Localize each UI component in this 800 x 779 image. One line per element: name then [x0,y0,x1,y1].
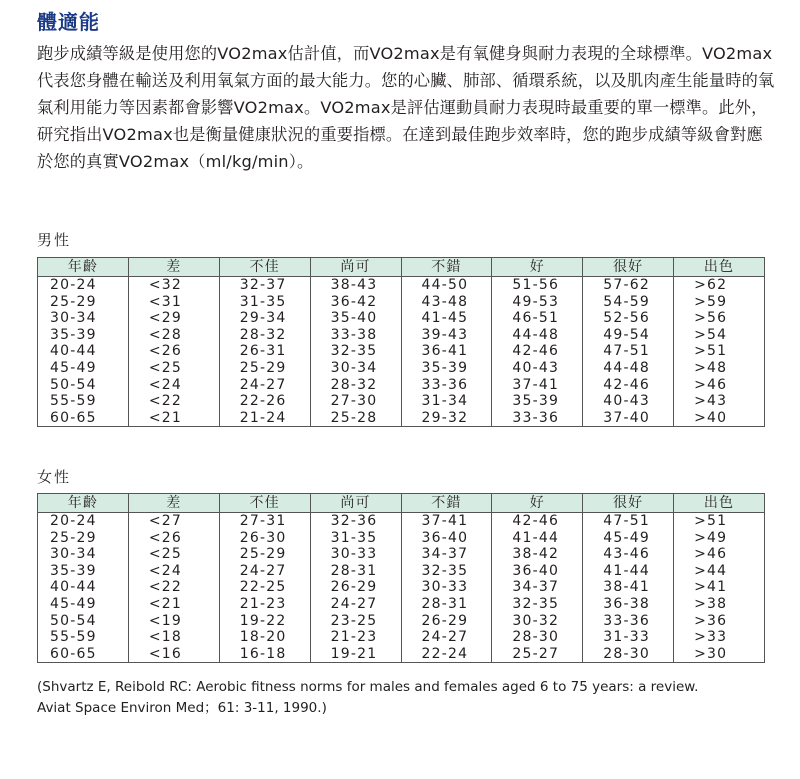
value-cell: <22 [128,393,219,410]
column-header: 不錯 [401,258,492,277]
value-cell: 35-39 [401,360,492,377]
column-header: 年齡 [38,258,129,277]
value-cell: >46 [674,377,765,394]
value-cell: 31-35 [310,530,401,547]
value-cell: 49-54 [583,327,674,344]
value-cell: 28-30 [492,629,583,646]
value-cell: >46 [674,546,765,563]
value-cell: 40-43 [583,393,674,410]
table-row [38,327,765,344]
value-cell: <32 [128,277,219,294]
table-row [38,596,765,613]
table-header-row [38,258,765,277]
value-cell: 25-27 [492,646,583,663]
value-cell: 31-33 [583,629,674,646]
male-vo2max-table [37,257,765,427]
column-header: 不佳 [219,258,310,277]
intro-paragraph [37,40,777,175]
value-cell: 19-21 [310,646,401,663]
value-cell: 41-45 [401,310,492,327]
value-cell: 35-39 [492,393,583,410]
table-row [38,277,765,294]
female-section-label: 女性 [37,468,72,486]
value-cell: 22-25 [219,579,310,596]
table-row [38,513,765,530]
value-cell: 47-51 [583,513,674,530]
value-cell: 36-38 [583,596,674,613]
table-row [38,563,765,580]
value-cell: 30-32 [492,613,583,630]
value-cell: >38 [674,596,765,613]
intro-text: 跑步成績等級是使用您的VO2max估計值，而VO2max是有氧健身與耐力表現的全球標準。VO2max代表您身體在輸送及利用氧氣方面的最大能力。您的心臟、肺部、循環系統，以及肌肉產生能量時的氧氣利用能力等因素都會影響VO2max。VO2max是評估運動員耐力表現時最重要的單一標準。此外，研究指出VO2max也是衡量健康狀況的重要指標。在達到最佳跑步效率時，您的跑步成績等級會對應於您的真實VO2max（ml/kg/min）。 [37,44,775,171]
value-cell: <29 [128,310,219,327]
value-cell: 43-48 [401,294,492,311]
value-cell: 42-46 [583,377,674,394]
value-cell: 24-27 [401,629,492,646]
value-cell: 32-35 [401,563,492,580]
column-header: 年齡 [38,494,129,513]
value-cell: 49-53 [492,294,583,311]
age-cell: 55-59 [38,393,129,410]
column-header: 很好 [583,258,674,277]
value-cell: 28-32 [219,327,310,344]
value-cell: <24 [128,563,219,580]
age-cell: 55-59 [38,629,129,646]
table-row [38,294,765,311]
value-cell: 32-37 [219,277,310,294]
age-cell: 20-24 [38,277,129,294]
value-cell: 22-24 [401,646,492,663]
value-cell: 37-41 [492,377,583,394]
value-cell: <25 [128,546,219,563]
citation-line-1: (Shvartz E, Reibold RC: Aerobic fitness norms for males and females aged 6 to 75 years: a review. [37,679,699,695]
column-header: 差 [128,258,219,277]
value-cell: >44 [674,563,765,580]
value-cell: 28-31 [310,563,401,580]
column-header: 很好 [583,494,674,513]
value-cell: 34-37 [492,579,583,596]
value-cell: 31-34 [401,393,492,410]
value-cell: <21 [128,410,219,427]
table-row [38,629,765,646]
value-cell: 47-51 [583,343,674,360]
table-row [38,393,765,410]
value-cell: 24-27 [310,596,401,613]
value-cell: 41-44 [583,563,674,580]
value-cell: 40-43 [492,360,583,377]
value-cell: 36-40 [492,563,583,580]
value-cell: 51-56 [492,277,583,294]
value-cell: 21-24 [219,410,310,427]
age-cell: 30-34 [38,546,129,563]
value-cell: 32-36 [310,513,401,530]
table-row [38,377,765,394]
value-cell: <18 [128,629,219,646]
value-cell: >30 [674,646,765,663]
value-cell: 39-43 [401,327,492,344]
value-cell: 27-30 [310,393,401,410]
age-cell: 30-34 [38,310,129,327]
column-header: 好 [492,258,583,277]
value-cell: 31-35 [219,294,310,311]
value-cell: <25 [128,360,219,377]
value-cell: <26 [128,530,219,547]
value-cell: 21-23 [219,596,310,613]
table-row [38,343,765,360]
value-cell: 36-42 [310,294,401,311]
table-header-row [38,494,765,513]
citation-line-2: Aviat Space Environ Med；61: 3-11, 1990.) [37,700,327,716]
value-cell: <26 [128,343,219,360]
column-header: 尚可 [310,258,401,277]
value-cell: 36-41 [401,343,492,360]
table-row [38,613,765,630]
value-cell: 44-48 [492,327,583,344]
value-cell: 57-62 [583,277,674,294]
male-section-label: 男性 [37,231,72,249]
value-cell: 46-51 [492,310,583,327]
value-cell: 21-23 [310,629,401,646]
table-row [38,579,765,596]
table-row [38,546,765,563]
value-cell: 42-46 [492,513,583,530]
value-cell: 26-31 [219,343,310,360]
value-cell: 38-42 [492,546,583,563]
table-row [38,646,765,663]
value-cell: <28 [128,327,219,344]
value-cell: >56 [674,310,765,327]
table-row [38,310,765,327]
age-cell: 50-54 [38,613,129,630]
value-cell: 44-48 [583,360,674,377]
column-header: 不佳 [219,494,310,513]
value-cell: 29-32 [401,410,492,427]
table-row [38,360,765,377]
value-cell: 54-59 [583,294,674,311]
value-cell: >41 [674,579,765,596]
value-cell: 29-34 [219,310,310,327]
table-row [38,530,765,547]
value-cell: 36-40 [401,530,492,547]
column-header: 尚可 [310,494,401,513]
value-cell: 52-56 [583,310,674,327]
value-cell: 45-49 [583,530,674,547]
value-cell: >49 [674,530,765,547]
value-cell: 42-46 [492,343,583,360]
value-cell: >62 [674,277,765,294]
value-cell: <31 [128,294,219,311]
value-cell: >33 [674,629,765,646]
value-cell: >40 [674,410,765,427]
value-cell: <19 [128,613,219,630]
value-cell: <22 [128,579,219,596]
column-header: 不錯 [401,494,492,513]
age-cell: 60-65 [38,646,129,663]
value-cell: 34-37 [401,546,492,563]
value-cell: 33-38 [310,327,401,344]
value-cell: 44-50 [401,277,492,294]
value-cell: >59 [674,294,765,311]
value-cell: >51 [674,343,765,360]
value-cell: 25-28 [310,410,401,427]
value-cell: 43-46 [583,546,674,563]
value-cell: 37-40 [583,410,674,427]
value-cell: 24-27 [219,377,310,394]
age-cell: 35-39 [38,563,129,580]
citation [37,677,777,719]
value-cell: >54 [674,327,765,344]
value-cell: 23-25 [310,613,401,630]
value-cell: 18-20 [219,629,310,646]
value-cell: 38-41 [583,579,674,596]
value-cell: 28-30 [583,646,674,663]
value-cell: 33-36 [492,410,583,427]
value-cell: 19-22 [219,613,310,630]
value-cell: 30-34 [310,360,401,377]
value-cell: 24-27 [219,563,310,580]
value-cell: 25-29 [219,546,310,563]
value-cell: 26-30 [219,530,310,547]
value-cell: 35-40 [310,310,401,327]
value-cell: 38-43 [310,277,401,294]
value-cell: 30-33 [310,546,401,563]
value-cell: 30-33 [401,579,492,596]
value-cell: 28-32 [310,377,401,394]
age-cell: 40-44 [38,343,129,360]
value-cell: 26-29 [401,613,492,630]
value-cell: 41-44 [492,530,583,547]
page-title: 體適能 [37,10,100,34]
value-cell: 32-35 [492,596,583,613]
age-cell: 60-65 [38,410,129,427]
table-row [38,410,765,427]
value-cell: 25-29 [219,360,310,377]
value-cell: 37-41 [401,513,492,530]
value-cell: 28-31 [401,596,492,613]
value-cell: <21 [128,596,219,613]
value-cell: 33-36 [401,377,492,394]
age-cell: 35-39 [38,327,129,344]
column-header: 出色 [674,494,765,513]
age-cell: 45-49 [38,360,129,377]
female-vo2max-table [37,493,765,663]
value-cell: 16-18 [219,646,310,663]
age-cell: 45-49 [38,596,129,613]
column-header: 出色 [674,258,765,277]
value-cell: <16 [128,646,219,663]
value-cell: 32-35 [310,343,401,360]
value-cell: 33-36 [583,613,674,630]
value-cell: 22-26 [219,393,310,410]
value-cell: >48 [674,360,765,377]
age-cell: 25-29 [38,294,129,311]
column-header: 好 [492,494,583,513]
value-cell: >36 [674,613,765,630]
value-cell: <27 [128,513,219,530]
age-cell: 40-44 [38,579,129,596]
value-cell: >51 [674,513,765,530]
value-cell: >43 [674,393,765,410]
age-cell: 20-24 [38,513,129,530]
age-cell: 50-54 [38,377,129,394]
value-cell: 27-31 [219,513,310,530]
age-cell: 25-29 [38,530,129,547]
value-cell: <24 [128,377,219,394]
column-header: 差 [128,494,219,513]
value-cell: 26-29 [310,579,401,596]
